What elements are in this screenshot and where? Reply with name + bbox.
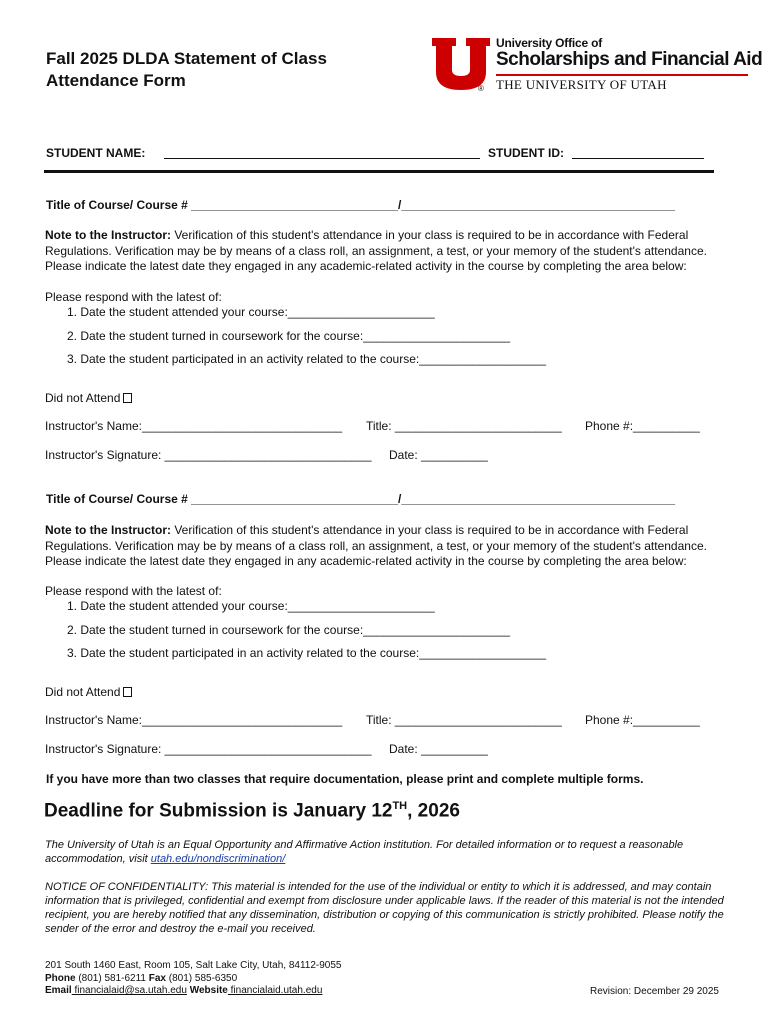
signature-date-field-2[interactable]: Date: __________ <box>389 742 488 756</box>
did-not-attend-label-2: Did not Attend <box>45 685 121 699</box>
header-divider <box>44 170 714 173</box>
revision-date: Revision: December 29 2025 <box>590 986 719 997</box>
instructor-note-1 <box>45 228 725 275</box>
student-name-label: STUDENT NAME: <box>46 146 146 160</box>
fax-number: (801) 585-6350 <box>166 972 238 984</box>
registered-mark: ® <box>478 84 484 93</box>
date-coursework-field-1[interactable]: 2. Date the student turned in coursework for the course:______________________ <box>67 329 510 343</box>
date-attended-field-1[interactable]: 1. Date the student attended your course:______________________ <box>67 305 435 319</box>
email-link[interactable]: financialaid@sa.utah.edu <box>71 985 187 996</box>
form-title-line1: Fall 2025 DLDA Statement of Class <box>46 49 327 68</box>
student-id-label: STUDENT ID: <box>488 146 564 160</box>
course-title-field-1[interactable]: Title of Course/ Course # _______________________________/_________________________________________ <box>46 198 675 212</box>
date-attended-field-2[interactable]: 1. Date the student attended your course:______________________ <box>67 599 435 613</box>
instructor-phone-field-1[interactable]: Phone #:__________ <box>585 419 700 433</box>
instructor-name-field-1[interactable]: Instructor's Name:______________________________ <box>45 419 343 433</box>
nondiscrimination-link[interactable]: utah.edu/nondiscrimination/ <box>150 853 286 865</box>
confidentiality-notice: NOTICE OF CONFIDENTIALITY: This material is intended for the use of the individual or entity to which it is addressed, and may contain information that is privileged, confidential and exempt from disclosure under applicable laws. If the reader of this material is not the intended recipient, you are hereby notified that any dissemination, distribution or copying of this communication is strictly prohibited. Please notify the sender of the error and destroy the e-mail you received. <box>45 881 724 935</box>
footer-email-line <box>45 985 342 998</box>
course-title-field-2[interactable]: Title of Course/ Course # _______________________________/_________________________________________ <box>46 492 675 506</box>
student-name-field[interactable] <box>164 158 480 159</box>
note-text-2: Verification of this student's attendance in your class is required to be in accordance with Federal Regulations. Verification may be by means of a class roll, an assignment, a test, or your memory of the student's attendance. Please indicate the latest date they engaged in any academic-related activity in the course by completing the area below: <box>45 523 707 568</box>
website-link[interactable]: financialaid.utah.edu <box>227 985 323 996</box>
instructor-signature-field-2[interactable]: Instructor's Signature: _______________________________ <box>45 742 372 756</box>
deadline-sup: TH <box>392 800 408 812</box>
equal-opportunity-text: The University of Utah is an Equal Opportunity and Affirmative Action institution. For detailed information or to request a reasonable accommodation, visit <box>45 839 684 865</box>
university-logo <box>430 36 763 96</box>
footer-address: 201 South 1460 East, Room 105, Salt Lake City, Utah, 84112-9055 <box>45 960 342 971</box>
instructor-phone-field-2[interactable]: Phone #:__________ <box>585 713 700 727</box>
phone-label: Phone <box>45 972 76 984</box>
phone-number: (801) 581-6211 <box>75 972 149 984</box>
date-activity-field-1[interactable]: 3. Date the student participated in an activity related to the course:___________________ <box>67 352 547 366</box>
contact-footer <box>45 960 342 998</box>
logo-line1: University Office of <box>496 36 603 50</box>
fax-label: Fax <box>148 972 166 984</box>
instructor-title-field-2[interactable]: Title: _________________________ <box>366 713 562 727</box>
multiple-forms-note: If you have more than two classes that require documentation, please print and complete multiple forms. <box>46 772 644 786</box>
logo-divider <box>496 74 748 76</box>
signature-date-field-1[interactable]: Date: __________ <box>389 448 488 462</box>
form-title-line2: Attendance Form <box>46 71 186 90</box>
instructor-name-field-2[interactable]: Instructor's Name:______________________________ <box>45 713 343 727</box>
student-id-field[interactable] <box>572 158 704 159</box>
respond-label-1: Please respond with the latest of: <box>45 290 222 304</box>
deadline-prefix: Deadline for Submission is January 12 <box>44 800 393 822</box>
did-not-attend-checkbox-1[interactable] <box>123 393 132 403</box>
instructor-title-field-1[interactable]: Title: _________________________ <box>366 419 562 433</box>
footer-phone-line <box>45 973 342 986</box>
did-not-attend-1[interactable] <box>45 391 132 405</box>
instructor-note-2 <box>45 523 725 570</box>
form-title <box>46 48 327 92</box>
email-label: Email <box>45 985 72 996</box>
logo-line2: Scholarships and Financial Aid <box>496 49 763 70</box>
date-activity-field-2[interactable]: 3. Date the student participated in an activity related to the course:___________________ <box>67 646 547 660</box>
did-not-attend-label-1: Did not Attend <box>45 391 121 405</box>
note-text-1: Verification of this student's attendance in your class is required to be in accordance with Federal Regulations. Verification may be by means of a class roll, an assignment, a test, or your memory of the student's attendance. Please indicate the latest date they engaged in any academic-related activity in the course by completing the area below: <box>45 228 707 273</box>
note-label-1: Note to the Instructor: <box>45 228 171 242</box>
date-coursework-field-2[interactable]: 2. Date the student turned in coursework for the course:______________________ <box>67 623 510 637</box>
deadline-suffix: , 2026 <box>407 800 460 822</box>
did-not-attend-checkbox-2[interactable] <box>123 687 132 697</box>
equal-opportunity-note <box>45 838 745 866</box>
website-label: Website <box>186 985 228 996</box>
did-not-attend-2[interactable] <box>45 685 132 699</box>
deadline-heading <box>44 800 460 822</box>
logo-line3: THE UNIVERSITY OF UTAH <box>496 77 667 92</box>
note-label-2: Note to the Instructor: <box>45 523 171 537</box>
respond-label-2: Please respond with the latest of: <box>45 584 222 598</box>
instructor-signature-field-1[interactable]: Instructor's Signature: _______________________________ <box>45 448 372 462</box>
